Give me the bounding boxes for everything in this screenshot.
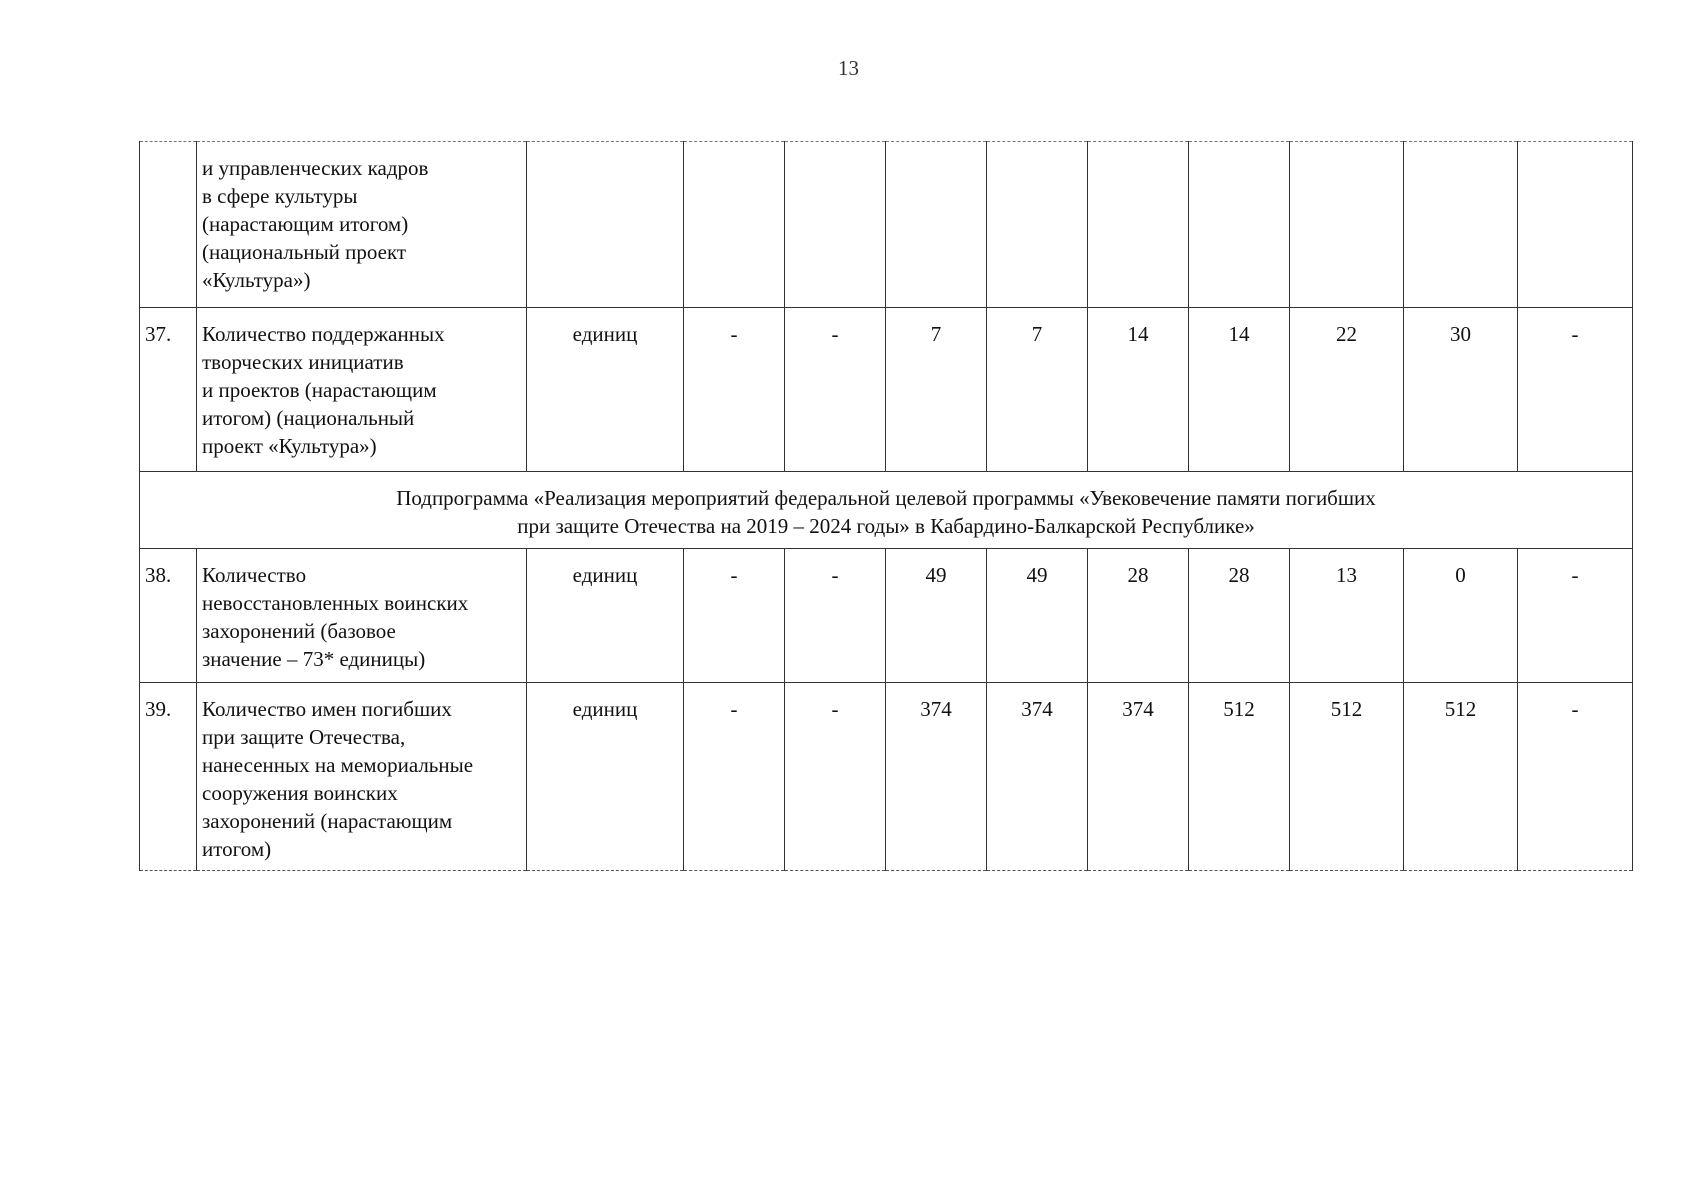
page-number: 13: [838, 56, 859, 80]
subprogram-title-line: Подпрограмма «Реализация мероприятий федеральной целевой программы «Увековечение памяти погибших: [396, 486, 1376, 510]
indicator-name-line: невосстановленных воинских: [202, 591, 469, 615]
unit-cell: единиц: [527, 308, 684, 472]
table-row: [140, 549, 1633, 683]
value-cell: -: [1518, 683, 1633, 871]
indicator-name-line: Количество имен погибших: [202, 697, 452, 721]
value-cell: [1088, 142, 1189, 308]
value-cell: -: [785, 308, 886, 472]
indicator-name: [197, 142, 527, 308]
value-cell: 49: [987, 549, 1088, 683]
indicator-name: [197, 549, 527, 683]
value-cell: [785, 142, 886, 308]
row-number: 39.: [140, 683, 197, 871]
value-cell: 49: [886, 549, 987, 683]
value-cell: 512: [1189, 683, 1290, 871]
indicator-name-line: итогом) (национальный: [202, 406, 415, 430]
value-cell: -: [684, 683, 785, 871]
indicator-name-line: Количество поддержанных: [202, 322, 445, 346]
value-cell: 0: [1404, 549, 1518, 683]
subprogram-title-line: при защите Отечества на 2019 – 2024 годы» в Кабардино-Балкарской Республике»: [517, 514, 1255, 538]
value-cell: 374: [1088, 683, 1189, 871]
subprogram-row: [140, 472, 1633, 549]
value-cell: 512: [1404, 683, 1518, 871]
subprogram-title: [140, 472, 1633, 549]
row-number: 38.: [140, 549, 197, 683]
value-cell: 22: [1290, 308, 1404, 472]
indicator-name-line: творческих инициатив: [202, 350, 404, 374]
value-cell: [1290, 142, 1404, 308]
value-cell: 13: [1290, 549, 1404, 683]
row-number: 37.: [140, 308, 197, 472]
row-number: [140, 142, 197, 308]
indicator-name-line: итогом): [202, 837, 272, 861]
value-cell: -: [785, 549, 886, 683]
value-cell: 14: [1088, 308, 1189, 472]
table-row: [140, 683, 1633, 871]
indicator-name-line: сооружения воинских: [202, 781, 398, 805]
value-cell: -: [1518, 549, 1633, 683]
indicator-name-line: «Культура»): [202, 268, 311, 292]
indicator-name: [197, 308, 527, 472]
value-cell: 374: [886, 683, 987, 871]
indicators-table: [139, 141, 1633, 871]
indicator-name-line: проект «Культура»): [202, 434, 377, 458]
unit-cell: единиц: [527, 683, 684, 871]
value-cell: 28: [1088, 549, 1189, 683]
indicator-name-line: (национальный проект: [202, 240, 407, 264]
table-row: [140, 142, 1633, 308]
value-cell: -: [785, 683, 886, 871]
indicator-name-line: при защите Отечества,: [202, 725, 406, 749]
value-cell: [684, 142, 785, 308]
value-cell: [886, 142, 987, 308]
value-cell: 14: [1189, 308, 1290, 472]
value-cell: 30: [1404, 308, 1518, 472]
value-cell: [1404, 142, 1518, 308]
value-cell: [1189, 142, 1290, 308]
value-cell: 7: [886, 308, 987, 472]
value-cell: [987, 142, 1088, 308]
indicator-name-line: и проектов (нарастающим: [202, 378, 437, 402]
indicator-name-line: нанесенных на мемориальные: [202, 753, 474, 777]
indicator-name-line: (нарастающим итогом): [202, 212, 409, 236]
unit-cell: [527, 142, 684, 308]
indicator-name-line: в сфере культуры: [202, 184, 358, 208]
value-cell: 7: [987, 308, 1088, 472]
indicator-name-line: и управленческих кадров: [202, 156, 429, 180]
table-row: [140, 308, 1633, 472]
value-cell: -: [1518, 308, 1633, 472]
value-cell: -: [684, 308, 785, 472]
indicator-name-line: захоронений (нарастающим: [202, 809, 453, 833]
indicator-name: [197, 683, 527, 871]
indicator-name-line: значение – 73* единицы): [202, 647, 426, 671]
indicator-name-line: захоронений (базовое: [202, 619, 396, 643]
value-cell: -: [684, 549, 785, 683]
value-cell: 374: [987, 683, 1088, 871]
indicator-name-line: Количество: [202, 563, 307, 587]
value-cell: 28: [1189, 549, 1290, 683]
unit-cell: единиц: [527, 549, 684, 683]
value-cell: 512: [1290, 683, 1404, 871]
value-cell: [1518, 142, 1633, 308]
